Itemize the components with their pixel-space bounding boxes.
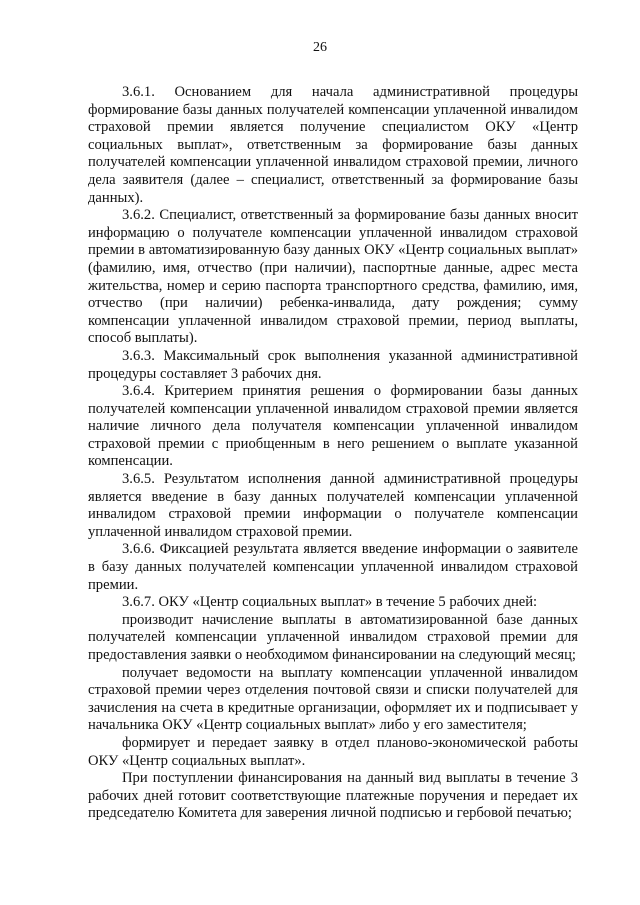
paragraph-statements: получает ведомости на выплату компенсации уплаченной инвалидом страховой премии через отделения почтовой связи и списки получателей для зачисления на счета в кредитные организации, оформляет их и подписывает у начальника ОКУ «Центр социальных выплат» либо у его заместителя; [88, 664, 578, 734]
paragraph-accrual: производит начисление выплаты в автоматизированной базе данных получателей компенсации уплаченной инвалидом страховой премии для предоставления заявки о необходимом финансировании на следующий месяц; [88, 611, 578, 663]
paragraph-3-6-6: 3.6.6. Фиксацией результата является введение информации о заявителе в базу данных получателей компенсации уплаченной инвалидом страховой премии. [88, 541, 578, 593]
paragraph-request: формирует и передает заявку в отдел планово-экономической работы ОКУ «Центр социальных выплат». [88, 734, 578, 769]
paragraph-funding: При поступлении финансирования на данный вид выплаты в течение 3 рабочих дней готовит соответствующие платежные поручения и передает их председателю Комитета для заверения личной подписью и гербовой печатью; [88, 770, 578, 822]
paragraph-3-6-4: 3.6.4. Критерием принятия решения о формировании базы данных получателей компенсации уплаченной инвалидом страховой премии является наличие личного дела получателя компенсации уплаченной инвалидом страховой премии с приобщенным в него решением о выплате указанной компенсации. [88, 383, 578, 470]
paragraph-3-6-1: 3.6.1. Основанием для начала административной процедуры формирование базы данных получателей компенсации уплаченной инвалидом страховой премии является получение специалистом ОКУ «Центр социальных выплат», ответственным за формирование базы данных получателей компенсации уплаченной инвалидом страховой премии, личного дела заявителя (далее – специалист, ответственный за формирование базы данных). [88, 84, 578, 206]
paragraph-3-6-5: 3.6.5. Результатом исполнения данной административной процедуры является введение в базу данных получателей компенсации уплаченной инвалидом страховой премии информации о получателе компенсации уплаченной инвалидом страховой премии. [88, 471, 578, 540]
paragraph-3-6-7: 3.6.7. ОКУ «Центр социальных выплат» в течение 5 рабочих дней: [122, 594, 538, 611]
paragraph-3-6-3: 3.6.3. Максимальный срок выполнения указанной административной процедуры составляет 3 рабочих дня. [88, 347, 578, 382]
document-body [88, 84, 578, 823]
paragraph-3-6-2: 3.6.2. Специалист, ответственный за формирование базы данных вносит информацию о получателе компенсации уплаченной инвалидом страховой премии в автоматизированную базу данных ОКУ «Центр социальных выплат» (фамилию, имя, отчество (при наличии), паспортные данные, адрес места жительства, номер и серию паспорта транспортного средства, фамилию, имя, отчество (при наличии) ребенка-инвалида, дату рождения; сумму компенсации уплаченной инвалидом страховой премии, период выплаты, способ выплаты). [88, 207, 578, 347]
page-number: 26 [313, 40, 327, 55]
